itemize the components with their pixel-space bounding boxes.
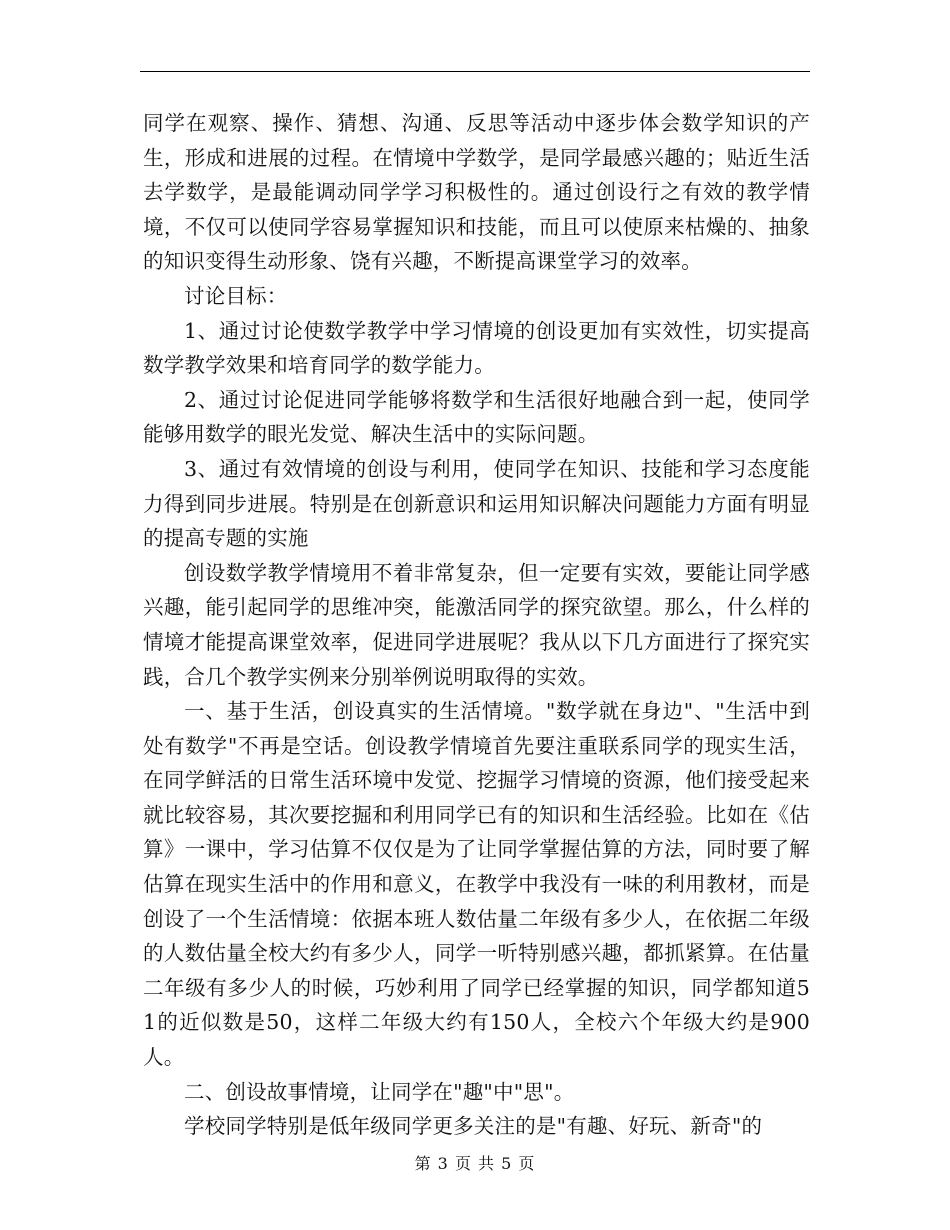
- paragraph: 1、通过讨论使数学教学中学习情境的创设更加有实效性，切实提高数学教学效果和培育同学的数学能力。: [143, 318, 810, 378]
- paragraph: 创设数学教学情境用不着非常复杂，但一定要有实效，要能让同学感兴趣，能引起同学的思维冲突，能激活同学的探究欲望。那么，什么样的情境才能提高课堂效率，促进同学进展呢？我从以下几方面进行了探究实践，合几个教学实例来分别举例说明取得的实效。: [143, 560, 810, 689]
- paragraph: 2、通过讨论促进同学能够将数学和生活很好地融合到一起，使同学能够用数学的眼光发觉、解决生活中的实际问题。: [143, 387, 810, 447]
- paragraph: 讨论目标：: [184, 283, 288, 308]
- paragraph: 一、基于生活，创设真实的生活情境。"数学就在身边"、"生活中到处有数学"不再是空话。创设教学情境首先要注重联系同学的现实生活，在同学鲜活的日常生活环境中发觉、挖掘学习情境的资源，他们接受起来就比较容易，其次要挖掘和利用同学已有的知识和生活经验。比如在《估算》一课中，学习估算不仅仅是为了让同学掌握估算的方法，同时要了解估算在现实生活中的作用和意义，在教学中我没有一味的利用教材，而是创设了一个生活情境：依据本班人数估量二年级有多少人，在依据二年级的人数估量全校大约有多少人，同学一听特别感兴趣，都抓紧算。在估量二年级有多少人的时候，巧妙利用了同学已经掌握的知识，同学都知道51的近似数是50，这样二年级大约有150人，全校六个年级大约是900人。: [143, 699, 810, 1070]
- paragraph: 同学在观察、操作、猜想、沟通、反思等活动中逐步体会数学知识的产生，形成和进展的过程。在情境中学数学，是同学最感兴趣的；贴近生活去学数学，是最能调动同学学习积极性的。通过创设行之有效的教学情境，不仅可以使同学容易掌握知识和技能，而且可以使原来枯燥的、抽象的知识变得生动形象、饶有兴趣，不断提高课堂学习的效率。: [143, 111, 810, 274]
- paragraph: 二、创设故事情境，让同学在"趣"中"思"。: [184, 1079, 575, 1104]
- paragraph: 3、通过有效情境的创设与利用，使同学在知识、技能和学习态度能力得到同步进展。特别是在创新意识和运用知识解决问题能力方面有明显的提高专题的实施: [143, 456, 810, 551]
- page-number-footer: 第 3 页 共 5 页: [414, 1154, 536, 1173]
- paragraph: 学校同学特别是低年级同学更多关注的是"有趣、好玩、新奇"的: [184, 1114, 763, 1139]
- document-body: [143, 106, 810, 1144]
- header-rule: [140, 71, 810, 72]
